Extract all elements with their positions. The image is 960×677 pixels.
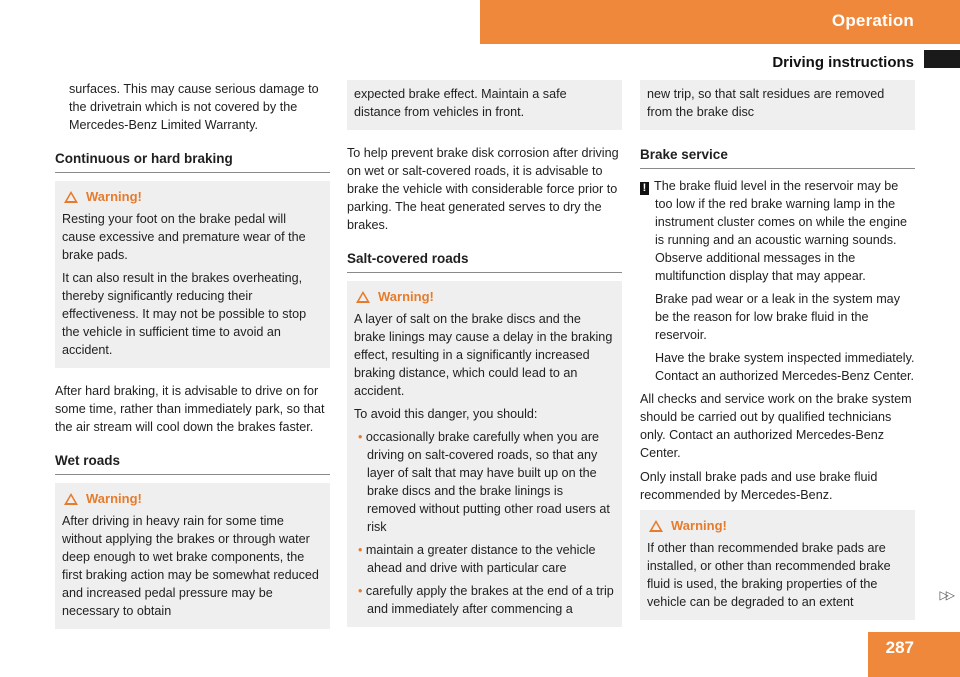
- warning-box-pads: [640, 510, 915, 620]
- bullet-item: • occasionally brake carefully when you are driving on salt-covered roads, so that any layer of salt that may have built up on the brake discs and the brake linings is removed without putting other road users at risk: [358, 430, 610, 534]
- heading-salt-roads: Salt-covered roads: [347, 250, 622, 273]
- bullet-dot-icon: •: [358, 584, 366, 598]
- note-paragraph: Brake pad wear or a leak in the system may be the reason for low brake fluid in the reservoir.: [655, 292, 900, 342]
- note-paragraph: ! The brake fluid level in the reservoir may be too low if the red brake warning lamp in the instrument cluster comes on while the engine is running and an acoustic warning sounds. Observe additional messages in the multifunction display that may appear.: [640, 177, 915, 285]
- heading-wet-roads: Wet roads: [55, 452, 330, 475]
- bullet-item: • maintain a greater distance to the vehicle ahead and drive with particular care: [358, 543, 596, 575]
- warning-text: It can also result in the brakes overheating, thereby significantly reducing their effectiveness. It may not be possible to stop the vehicle in sufficient time to avoid an accident.: [62, 271, 307, 357]
- pads-text: Only install brake pads and use brake fluid recommended by Mercedes-Benz.: [640, 470, 878, 502]
- after-braking-text: After hard braking, it is advisable to drive on for some time, rather than immediately park, so that the air stream will cool down the brakes faster.: [55, 384, 325, 434]
- warning-title: Warning!: [671, 518, 727, 533]
- warning-text: If other than recommended brake pads are installed, or other than recommended brake fluid is used, the braking properties of the vehicle can be degraded to an extent: [647, 541, 891, 609]
- column-1: [55, 80, 330, 643]
- warning-triangle-icon: [64, 493, 78, 505]
- page-number-box: [868, 632, 960, 677]
- checks-text: All checks and service work on the brake system should be carried out by qualified technicians only. Contact an authorized Mercedes-Benz Center.: [640, 392, 912, 460]
- next-page-arrow-icon: ▷▷: [939, 588, 952, 602]
- bullet-item: • carefully apply the brakes at the end of a trip and immediately after commencing a: [358, 584, 614, 616]
- page-number: 287: [885, 638, 914, 657]
- warning-text: Resting your foot on the brake pedal will cause excessive and premature wear of the brake pads.: [62, 212, 306, 262]
- bullet-dot-icon: •: [358, 543, 366, 557]
- warning-box-continuous: [55, 181, 330, 368]
- warning-triangle-icon: [649, 520, 663, 532]
- bullet-dot-icon: •: [358, 430, 366, 444]
- warning-text: expected brake effect. Maintain a safe distance from vehicles in front.: [354, 87, 567, 119]
- warning-title: Warning!: [86, 491, 142, 506]
- intro-text: surfaces. This may cause serious damage to the drivetrain which is not covered by the Mercedes-Benz Limited Warranty.: [69, 82, 319, 132]
- warning-box-continued: [640, 80, 915, 130]
- column-2: [347, 80, 622, 641]
- section-title: Operation: [831, 11, 914, 30]
- exclamation-icon: !: [640, 182, 649, 195]
- heading-continuous-braking: Continuous or hard braking: [55, 150, 330, 173]
- warning-text: new trip, so that salt residues are removed from the brake disc: [647, 87, 885, 119]
- warning-text: To avoid this danger, you should:: [354, 407, 538, 421]
- heading-brake-service: Brake service: [640, 146, 915, 169]
- warning-triangle-icon: [356, 291, 370, 303]
- subsection-title: Driving instructions: [772, 54, 914, 71]
- warning-text: A layer of salt on the brake discs and the brake linings may cause a delay in the braking effect, resulting in a significantly increased braking distance, which could lead to an accident.: [354, 312, 613, 398]
- warning-triangle-icon: [64, 191, 78, 203]
- page-edge-marker: [924, 50, 960, 68]
- warning-box-wet: [55, 483, 330, 629]
- warning-title: Warning!: [86, 189, 142, 204]
- warning-title: Warning!: [378, 289, 434, 304]
- corrosion-text: To help prevent brake disk corrosion after driving on wet or salt-covered roads, it is advisable to brake the vehicle with considerable force prior to parking. The heat generated serves to dry the brakes.: [347, 146, 619, 232]
- section-tab: [480, 0, 960, 44]
- warning-box-continued: [347, 80, 622, 130]
- warning-box-salt: [347, 281, 622, 627]
- column-3: [640, 80, 915, 634]
- note-paragraph: Have the brake system inspected immediately. Contact an authorized Mercedes-Benz Center.: [655, 351, 915, 383]
- warning-text: After driving in heavy rain for some time without applying the brakes or through water deep enough to wet brake components, the first braking action may be somewhat reduced and increased pedal pressure may be necessary to obtain: [62, 514, 319, 618]
